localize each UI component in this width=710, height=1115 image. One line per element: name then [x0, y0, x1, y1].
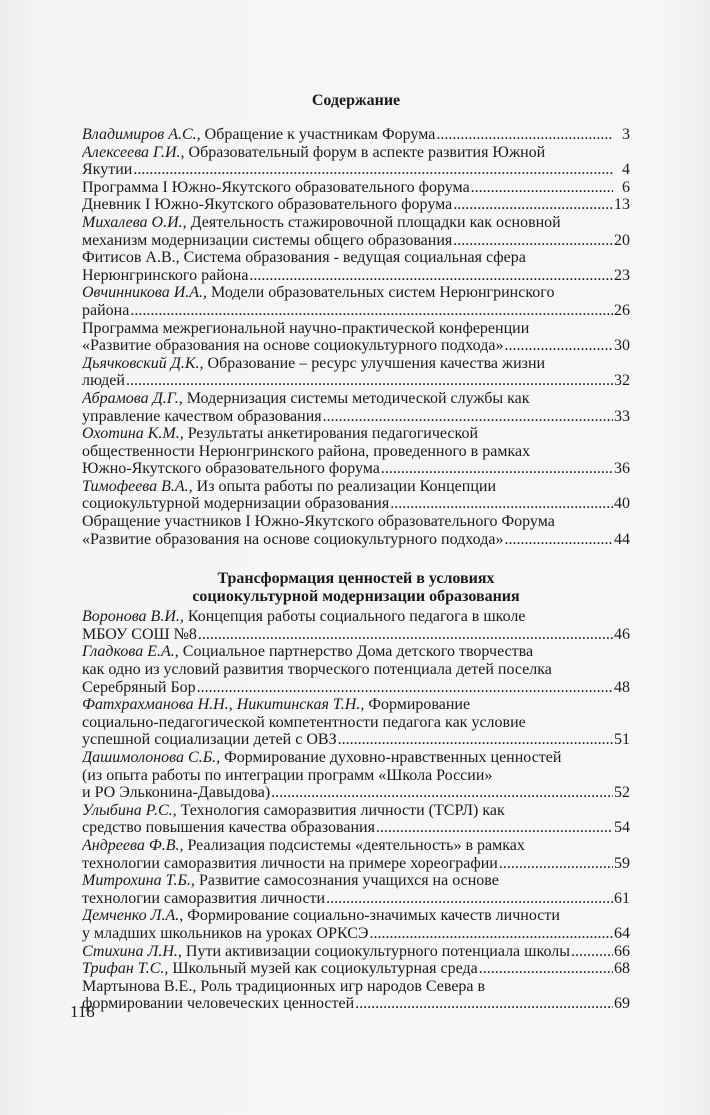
toc-entry-text: Программа I Южно-Якутского образовательного форума — [82, 178, 470, 196]
toc-entry-line — [82, 802, 630, 820]
toc-entry-author: Дьячковский Д.К., — [82, 354, 204, 372]
toc-entry-text: Южно-Якутского образовательного форума — [82, 460, 380, 478]
toc-entry — [82, 144, 630, 179]
leader-dots — [453, 232, 613, 250]
toc-entry-title-end — [82, 679, 196, 697]
toc-entry-page: 32 — [614, 372, 630, 390]
toc-entry-page: 48 — [614, 678, 630, 696]
toc-entry-page: 36 — [614, 460, 630, 478]
toc-entry-page: 4 — [622, 161, 630, 179]
toc-entry-page: 40 — [614, 495, 630, 513]
toc-entry-line — [82, 837, 630, 855]
table-of-contents — [82, 92, 630, 1013]
toc-entry-text: средство повышения качества образования — [82, 819, 375, 837]
toc-entry-author: Михалева О.И., — [82, 213, 187, 231]
toc-entry-text: Деятельность стажировочной площадки как основной — [190, 213, 561, 231]
toc-entry-last-line — [82, 679, 630, 697]
toc-entry — [82, 214, 630, 249]
toc-entry-last-line — [82, 819, 630, 837]
toc-entry-line — [82, 249, 630, 267]
toc-entry-text: Модернизация системы методической службы как — [186, 389, 530, 407]
toc-entry-title-end — [82, 626, 197, 644]
leader-dots — [133, 161, 613, 179]
toc-entry-text: «Развитие образования на основе социокультурного подхода» — [82, 530, 504, 548]
leader-dots — [471, 179, 613, 197]
toc-entry-line — [82, 978, 630, 996]
toc-entry-title-end — [82, 179, 470, 197]
toc-entry-line — [82, 390, 630, 408]
toc-entry-text: Формирование — [368, 696, 471, 714]
toc-entry-line — [82, 478, 630, 496]
toc-entry-author: Дашимолонова С.Б., — [82, 749, 221, 766]
toc-entry — [82, 837, 630, 872]
toc-entry — [82, 126, 630, 144]
toc-entry-page: 68 — [614, 960, 630, 978]
toc-entry — [82, 907, 630, 942]
toc-entry-page: 54 — [614, 819, 630, 837]
toc-entry-line — [82, 643, 630, 661]
leader-dots — [504, 531, 613, 549]
toc-entry-text: Якутии — [82, 161, 133, 179]
toc-entry-author: Овчинникова И.А., — [82, 284, 208, 302]
toc-entry-text: Программа межрегиональной научно-практической конференции — [82, 319, 530, 337]
toc-entry-last-line — [82, 372, 630, 390]
leader-dots — [198, 626, 613, 644]
toc-entry-last-line — [82, 126, 630, 144]
leader-dots — [271, 784, 613, 802]
toc-entry — [82, 978, 630, 1013]
toc-entry-last-line — [82, 943, 630, 961]
toc-entry-line — [82, 872, 630, 890]
toc-entry-text: формировании человеческих ценностей — [82, 995, 355, 1013]
toc-entry-last-line — [82, 531, 630, 549]
toc-entry-line — [82, 661, 630, 679]
leader-dots — [197, 679, 613, 697]
leader-dots — [390, 495, 613, 513]
toc-entry-text: Образование – ресурс улучшения качества жизни — [207, 354, 546, 372]
toc-entry-text: успешной социализации детей с ОВЗ — [82, 731, 337, 749]
toc-entry-text: Серебряный Бор — [82, 678, 196, 696]
toc-entry — [82, 608, 630, 643]
leader-dots — [326, 890, 613, 908]
toc-entry-last-line — [82, 179, 630, 197]
toc-entry-line — [82, 144, 630, 162]
toc-entry-title-end — [82, 267, 248, 285]
toc-entry-text: общественности Нерюнгринского района, проведенного в рамках — [82, 442, 531, 460]
toc-entry-text: Результаты анкетирования педагогической — [187, 425, 479, 443]
toc-entry — [82, 643, 630, 696]
toc-entry-text: Формирование социально-значимых качеств личности — [187, 907, 560, 925]
toc-entry — [82, 513, 630, 548]
toc-entry — [82, 749, 630, 802]
toc-entry-title-end — [82, 925, 368, 943]
toc-entry-text: Социальное партнерство Дома детского творчества — [182, 643, 534, 661]
toc-entry-title-end — [82, 232, 452, 250]
toc-entry-author: Андреева Ф.В., — [82, 836, 184, 854]
toc-entry-last-line — [82, 890, 630, 908]
toc-entry-title-end — [82, 408, 322, 426]
toc-entry-title-end — [82, 531, 503, 549]
toc-entry-title-end — [82, 960, 478, 978]
toc-entry-text: Образовательный форум в аспекте развития Южной — [188, 143, 546, 161]
toc-entry-author: Митрохина Т.Б., — [82, 872, 195, 890]
toc-entry-text: и РО Эльконина-Давыдова) — [82, 784, 271, 802]
toc-entry — [82, 872, 630, 907]
leader-dots — [381, 460, 613, 478]
toc-entry — [82, 960, 630, 978]
toc-entry-text: механизм модернизации системы общего образования — [82, 231, 453, 249]
toc-entry-text: управление качеством образования — [82, 407, 322, 425]
leader-dots — [376, 819, 613, 837]
toc-entry-text: социокультурной модернизации образования — [82, 495, 390, 513]
toc-entry-author: Трифан Т.С., — [82, 960, 169, 978]
toc-entry-text: Технология саморазвития личности (ТСРЛ) как — [180, 801, 505, 819]
toc-entry-page: 33 — [614, 407, 630, 425]
toc-entry-text: социально-педагогической компетентности педагога как условие — [82, 713, 526, 731]
toc-entry-line — [82, 320, 630, 338]
toc-entry-text: как одно из условий развития творческого потенциала детей поселка — [82, 661, 552, 679]
toc-entry-last-line — [82, 196, 630, 214]
toc-entry-page: 3 — [622, 126, 630, 143]
toc-entry-last-line — [82, 337, 630, 355]
toc-entry-author: Фатхрахманова Н.Н., Никитинская Т.Н., — [82, 696, 365, 714]
leader-dots — [249, 267, 613, 285]
toc-entry-title-end — [82, 495, 389, 513]
section-2-title-line-2: социокультурной модернизации образования — [192, 588, 520, 606]
toc-entry — [82, 478, 630, 513]
toc-entry-line — [82, 284, 630, 302]
toc-entry — [82, 355, 630, 390]
toc-entry-page: 44 — [614, 530, 630, 548]
toc-entry-text: Дневник I Южно-Якутского образовательного форума — [82, 196, 453, 214]
toc-entry-last-line — [82, 995, 630, 1013]
toc-entry-title-end — [82, 196, 452, 214]
page-number: 118 — [70, 1002, 95, 1021]
toc-entry-author: Воронова В.И., — [82, 608, 184, 626]
toc-entry — [82, 179, 630, 197]
toc-entry-title-end — [82, 855, 498, 873]
toc-entry-line — [82, 513, 630, 531]
toc-entry-last-line — [82, 267, 630, 285]
section-2-title — [82, 570, 630, 606]
toc-entry-title-end — [82, 819, 375, 837]
toc-entry — [82, 802, 630, 837]
toc-entry-text: технологии саморазвития личности — [82, 889, 326, 907]
toc-entry-author: Владимиров А.С., — [82, 126, 201, 143]
toc-entry-line — [82, 443, 630, 461]
toc-entry-author: Тимофеева В.А., — [82, 477, 193, 495]
toc-entry-page: 61 — [614, 889, 630, 907]
toc-entry-text: Пути активизации социокультурного потенциала школы — [185, 942, 570, 960]
toc-entry-title-end — [82, 890, 325, 908]
toc-entry — [82, 943, 630, 961]
toc-entry-page: 59 — [614, 854, 630, 872]
toc-entry-last-line — [82, 784, 630, 802]
toc-entry-title-end — [82, 302, 129, 320]
toc-entry-text: Реализация подсистемы «деятельность» в рамках — [187, 836, 525, 854]
toc-entry-title-end — [82, 460, 380, 478]
toc-entry — [82, 696, 630, 749]
toc-section-2 — [82, 608, 630, 1013]
toc-entry-page: 13 — [614, 196, 630, 214]
toc-entry-text: (из опыта работы по интеграции программ «Школа России» — [82, 766, 493, 784]
toc-entry-author: Гладкова Е.А., — [82, 643, 179, 661]
toc-entry-text: Обращение к участникам Форума — [204, 126, 436, 143]
toc-entry-last-line — [82, 232, 630, 250]
toc-entry-text: района — [82, 301, 130, 319]
toc-entry-text: людей — [82, 372, 125, 390]
toc-entry-last-line — [82, 460, 630, 478]
leader-dots — [436, 126, 613, 144]
toc-entry-line — [82, 608, 630, 626]
toc-entry-text: МБОУ СОШ №8 — [82, 625, 197, 643]
toc-entry-author: Абрамова Д.Г., — [82, 389, 183, 407]
leader-dots — [338, 731, 613, 749]
toc-entry-text: Фитисов А.В., Система образования - ведущая социальная сфера — [82, 249, 526, 267]
toc-entry-last-line — [82, 626, 630, 644]
toc-entry-text: Из опыта работы по реализации Концепции — [196, 477, 497, 495]
toc-entry-page: 23 — [614, 266, 630, 284]
toc-entry — [82, 425, 630, 478]
toc-entry-text: Развитие самосознания учащихся на основе — [198, 872, 499, 890]
toc-entry-author: Демченко Л.А., — [82, 907, 184, 925]
toc-entry-text: Мартынова В.Е., Роль традиционных игр народов Севера в — [82, 977, 486, 995]
toc-entry-text: технологии саморазвития личности на примере хореографии — [82, 854, 498, 872]
toc-section-1 — [82, 126, 630, 548]
toc-entry-text: Концепция работы социального педагога в школе — [187, 608, 526, 626]
toc-entry — [82, 249, 630, 284]
toc-entry-text: Школьный музей как социокультурная среда — [172, 960, 478, 978]
toc-entry-line — [82, 355, 630, 373]
toc-entry-title-end — [82, 731, 337, 749]
toc-entry-author: Охотина К.М., — [82, 425, 184, 443]
toc-entry-line — [82, 696, 630, 714]
section-2-title-line-1: Трансформация ценностей в условиях — [217, 570, 495, 588]
toc-entry-author: Алексеева Г.И., — [82, 143, 185, 161]
toc-entry-page: 52 — [614, 784, 630, 802]
toc-entry-page: 26 — [614, 301, 630, 319]
leader-dots — [126, 372, 613, 390]
leader-dots — [369, 925, 613, 943]
toc-entry-text: Формирование духовно-нравственных ценностей — [224, 749, 562, 766]
leader-dots — [571, 943, 613, 961]
toc-entry-page: 66 — [614, 942, 630, 960]
toc-entry-title-end — [82, 337, 503, 355]
toc-entry-last-line — [82, 495, 630, 513]
toc-entry-last-line — [82, 925, 630, 943]
toc-entry-title-end — [82, 161, 132, 179]
toc-entry-page: 51 — [614, 731, 630, 749]
toc-title: Содержание — [311, 92, 401, 109]
leader-dots — [499, 855, 613, 873]
toc-entry-title-end — [82, 372, 125, 390]
toc-entry — [82, 320, 630, 355]
toc-entry-last-line — [82, 408, 630, 426]
leader-dots — [479, 960, 613, 978]
toc-entry-line — [82, 749, 630, 767]
toc-entry-text: Обращение участников I Южно-Якутского образовательного Форума — [82, 513, 555, 531]
toc-entry-line — [82, 214, 630, 232]
leader-dots — [355, 995, 613, 1013]
leader-dots — [323, 408, 613, 426]
leader-dots — [130, 302, 613, 320]
toc-entry-last-line — [82, 731, 630, 749]
toc-entry-text: «Развитие образования на основе социокультурного подхода» — [82, 337, 504, 355]
toc-entry-page: 46 — [614, 625, 630, 643]
toc-entry-last-line — [82, 855, 630, 873]
toc-entry-title-end — [82, 995, 354, 1013]
toc-entry-author: Улыбина Р.С., — [82, 801, 177, 819]
toc-entry — [82, 390, 630, 425]
toc-entry-author: Стихина Л.Н., — [82, 942, 182, 960]
toc-entry-page: 20 — [614, 231, 630, 249]
toc-entry-page: 6 — [622, 178, 630, 196]
toc-entry-title-end — [82, 126, 435, 144]
toc-entry-line — [82, 425, 630, 443]
toc-entry-line — [82, 714, 630, 732]
leader-dots — [504, 337, 613, 355]
toc-entry — [82, 284, 630, 319]
toc-entry-text: у младших школьников на уроках ОРКСЭ — [82, 924, 369, 942]
toc-entry-page: 69 — [614, 995, 630, 1013]
leader-dots — [453, 196, 613, 214]
toc-entry-line — [82, 907, 630, 925]
toc-entry-page: 64 — [614, 924, 630, 942]
toc-entry-last-line — [82, 302, 630, 320]
toc-entry-last-line — [82, 960, 630, 978]
toc-entry-line — [82, 767, 630, 785]
toc-entry-title-end — [82, 784, 270, 802]
toc-entry-text: Нерюнгринского района — [82, 266, 249, 284]
toc-entry-page: 30 — [614, 337, 630, 355]
toc-entry-text: Модели образовательных систем Нерюнгринского — [211, 284, 555, 302]
toc-entry — [82, 196, 630, 214]
toc-entry-title-end — [82, 943, 570, 961]
toc-entry-last-line — [82, 161, 630, 179]
